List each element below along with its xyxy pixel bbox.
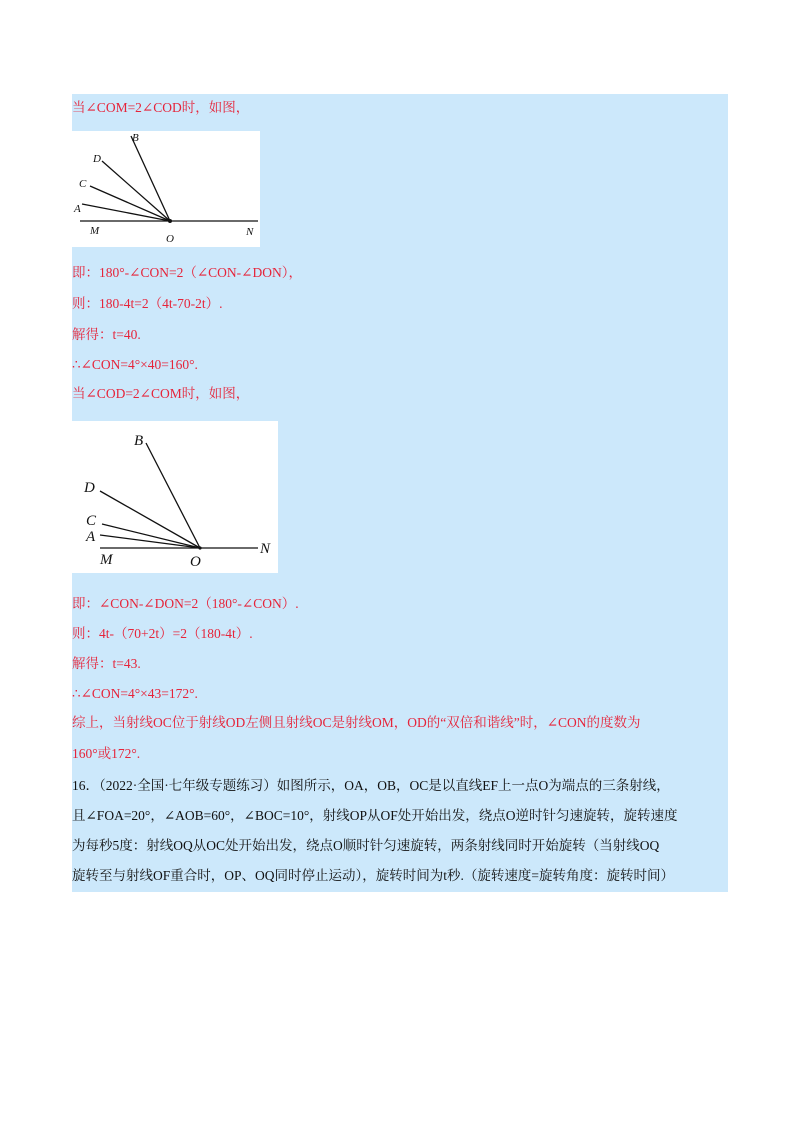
problem16-line-4: 旋转至与射线OF重合时，OP、OQ同时停止运动），旋转时间为t秒.（旋转速度=旋转角度：旋转时间） xyxy=(72,868,675,883)
label-m: M xyxy=(90,225,100,237)
case1-substitution: 则：180-4t=2（4t-70-2t）. xyxy=(72,296,223,311)
label-b: B xyxy=(134,433,144,449)
ray-oa xyxy=(82,204,170,221)
ray-od xyxy=(102,161,170,221)
case2-equation: 即：∠CON-∠DON=2（180°-∠CON）. xyxy=(72,596,299,611)
case1-equation: 即：180°-∠CON=2（∠CON-∠DON）， xyxy=(72,265,302,280)
problem16-line-1: 16．（2022·全国·七年级专题练习）如图所示，OA，OB，OC是以直线EF上一点O为端点的三条射线， xyxy=(72,778,670,793)
label-d: D xyxy=(93,153,101,165)
figure-2 xyxy=(72,421,278,573)
case1-result: ∴∠CON=4°×40=160°. xyxy=(72,357,198,372)
case2-solve: 解得：t=43. xyxy=(72,656,141,671)
case2-result: ∴∠CON=4°×43=172°. xyxy=(72,686,198,701)
label-o: O xyxy=(190,554,201,570)
problem16-line-3: 为每秒5度：射线OQ从OC处开始出发，绕点O顺时针匀速旋转，两条射线同时开始旋转（当射线OQ xyxy=(72,838,660,853)
label-b: B xyxy=(132,132,139,144)
case1-condition: 当∠COM=2∠COD时，如图， xyxy=(72,100,250,115)
label-d: D xyxy=(84,480,95,496)
label-n: N xyxy=(260,541,271,557)
label-o: O xyxy=(166,233,174,245)
problem16-line-2: 且∠FOA=20°，∠AOB=60°，∠BOC=10°，射线OP从OF处开始出发，绕点O逆时针匀速旋转，旋转速度 xyxy=(72,808,678,823)
figure-1 xyxy=(72,131,260,247)
label-c: C xyxy=(86,513,97,529)
label-a: A xyxy=(74,203,81,215)
summary-line-1: 综上，当射线OC位于射线OD左侧且射线OC是射线OM，OD的“双倍和谐线”时，∠CON的度数为 xyxy=(72,715,641,730)
point-o xyxy=(168,219,172,223)
point-o xyxy=(198,546,201,549)
ray-ob xyxy=(131,136,170,221)
label-c: C xyxy=(79,178,87,190)
label-n: N xyxy=(246,226,254,238)
ray-oa xyxy=(100,535,200,548)
case2-substitution: 则：4t-（70+2t）=2（180-4t）. xyxy=(72,626,253,641)
ray-oc xyxy=(90,186,170,221)
case1-solve: 解得：t=40. xyxy=(72,327,141,342)
label-a: A xyxy=(86,529,96,545)
case2-condition: 当∠COD=2∠COM时，如图， xyxy=(72,386,250,401)
label-m: M xyxy=(100,552,113,568)
summary-line-2: 160°或172°. xyxy=(72,746,141,761)
ray-oc xyxy=(102,524,200,548)
